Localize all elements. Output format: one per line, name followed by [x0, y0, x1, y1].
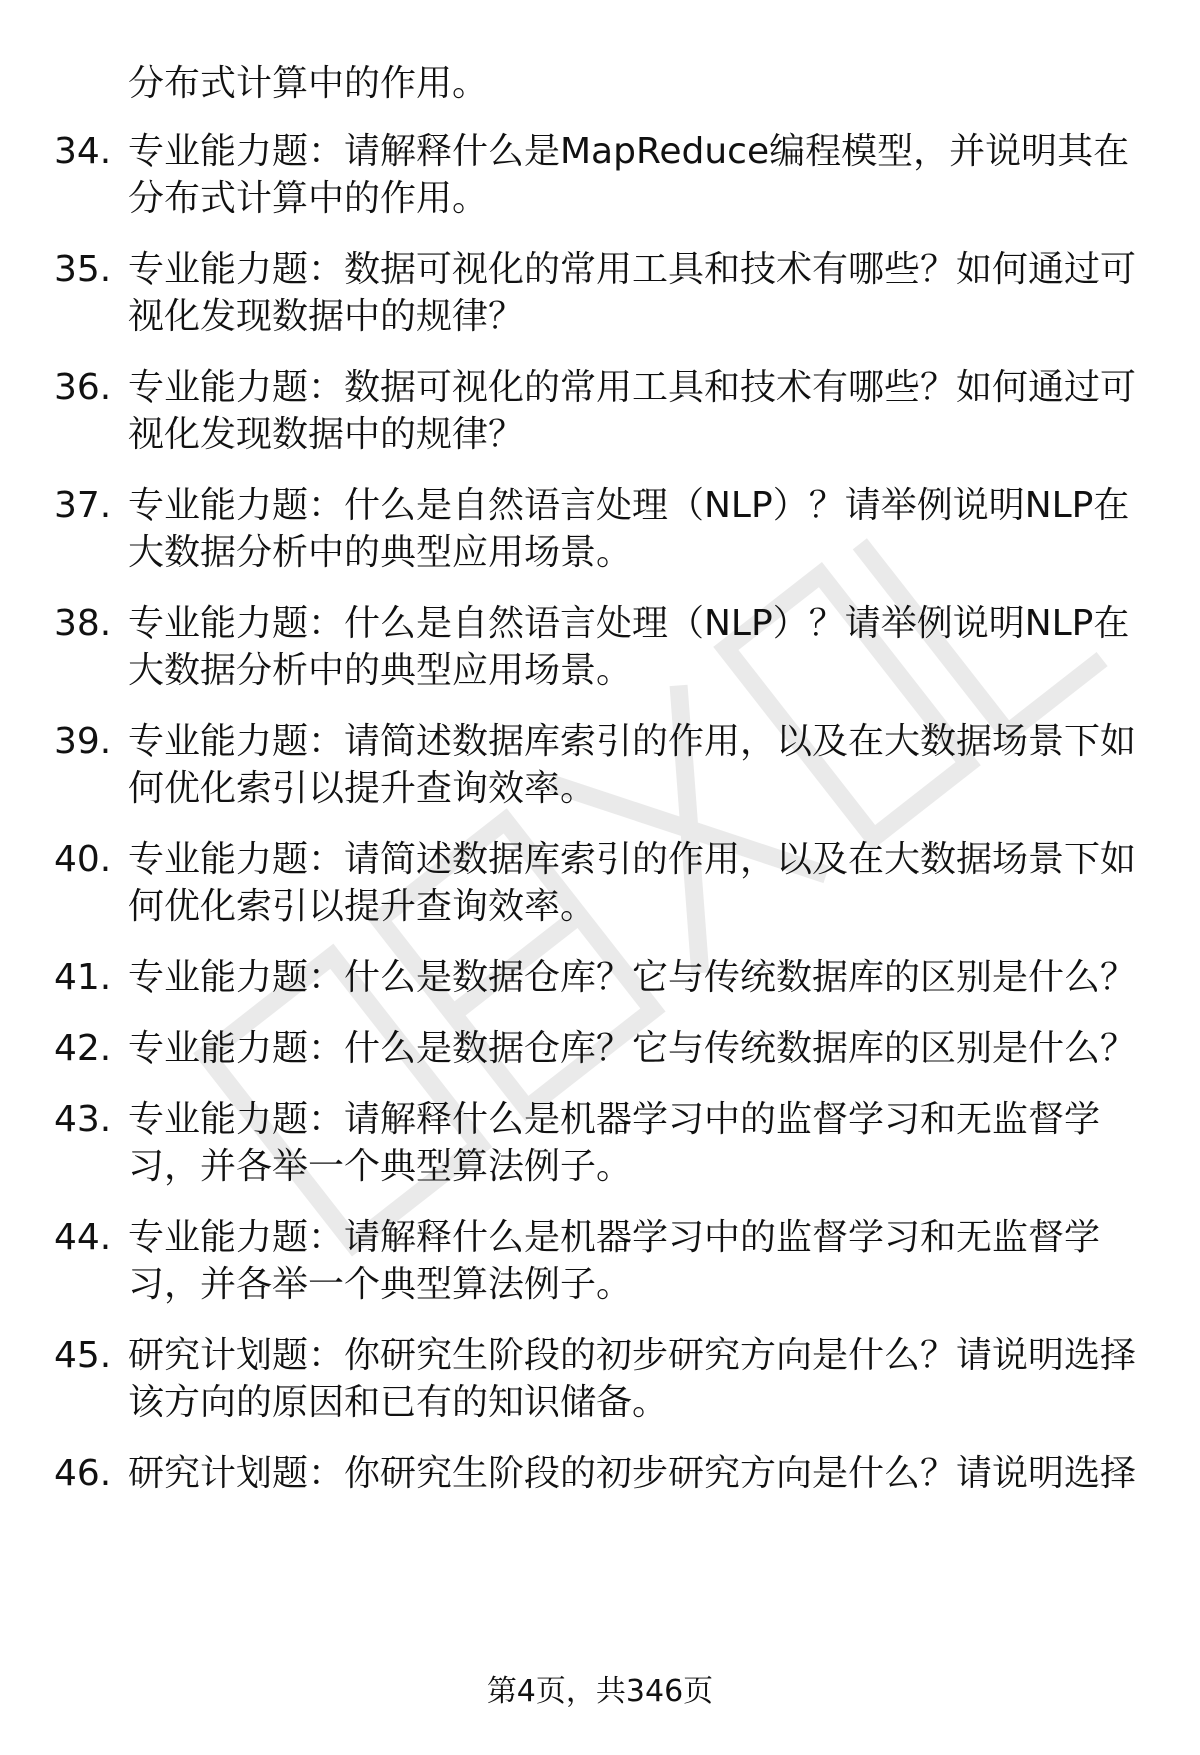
- item-41-line-1: 专业能力题：什么是数据仓库？它与传统数据库的区别是什么？: [128, 957, 1137, 998]
- item-36-number: 36.: [54, 367, 112, 408]
- item-37-line-2: 大数据分析中的典型应用场景。: [128, 532, 633, 573]
- continuation-line: 分布式计算中的作用。: [128, 63, 489, 104]
- item-38-line-2: 大数据分析中的典型应用场景。: [128, 650, 633, 691]
- item-38-number: 38.: [54, 603, 112, 644]
- item-40-line-1: 专业能力题：请简述数据库索引的作用，以及在大数据场景下如: [128, 839, 1137, 880]
- item-39-line-2: 何优化索引以提升查询效率。: [128, 768, 597, 809]
- page-footer: 第4页，共346页: [486, 1674, 714, 1709]
- item-37-number: 37.: [54, 485, 112, 526]
- item-42-line-1: 专业能力题：什么是数据仓库？它与传统数据库的区别是什么？: [128, 1028, 1137, 1069]
- item-36-line-1: 专业能力题：数据可视化的常用工具和技术有哪些？如何通过可: [128, 367, 1137, 408]
- item-39-line-1: 专业能力题：请简述数据库索引的作用，以及在大数据场景下如: [128, 721, 1137, 762]
- item-35-line-2: 视化发现数据中的规律？: [128, 296, 525, 337]
- item-37-line-1: 专业能力题：什么是自然语言处理（NLP）？请举例说明NLP在: [128, 485, 1130, 526]
- item-45-line-1: 研究计划题：你研究生阶段的初步研究方向是什么？请说明选择: [128, 1335, 1137, 1376]
- item-40-line-2: 何优化索引以提升查询效率。: [128, 886, 597, 927]
- item-42-number: 42.: [54, 1028, 112, 1069]
- item-46-line-1: 研究计划题：你研究生阶段的初步研究方向是什么？请说明选择: [128, 1453, 1137, 1494]
- item-34-line-2: 分布式计算中的作用。: [128, 178, 489, 219]
- item-44-line-1: 专业能力题：请解释什么是机器学习中的监督学习和无监督学: [128, 1217, 1101, 1258]
- item-43-number: 43.: [54, 1099, 112, 1140]
- item-35-line-1: 专业能力题：数据可视化的常用工具和技术有哪些？如何通过可: [128, 249, 1137, 290]
- item-41-number: 41.: [54, 957, 112, 998]
- item-35-number: 35.: [54, 249, 112, 290]
- item-34-line-1: 专业能力题：请解释什么是MapReduce编程模型，并说明其在: [128, 131, 1130, 172]
- item-43-line-1: 专业能力题：请解释什么是机器学习中的监督学习和无监督学: [128, 1099, 1101, 1140]
- item-36-line-2: 视化发现数据中的规律？: [128, 414, 525, 455]
- item-38-line-1: 专业能力题：什么是自然语言处理（NLP）？请举例说明NLP在: [128, 603, 1130, 644]
- item-43-line-2: 习，并各举一个典型算法例子。: [128, 1146, 633, 1187]
- item-34-number: 34.: [54, 131, 112, 172]
- item-40-number: 40.: [54, 839, 112, 880]
- item-46-number: 46.: [54, 1453, 112, 1494]
- item-45-number: 45.: [54, 1335, 112, 1376]
- item-44-number: 44.: [54, 1217, 112, 1258]
- item-39-number: 39.: [54, 721, 112, 762]
- item-44-line-2: 习，并各举一个典型算法例子。: [128, 1264, 633, 1305]
- item-45-line-2: 该方向的原因和已有的知识储备。: [128, 1382, 669, 1423]
